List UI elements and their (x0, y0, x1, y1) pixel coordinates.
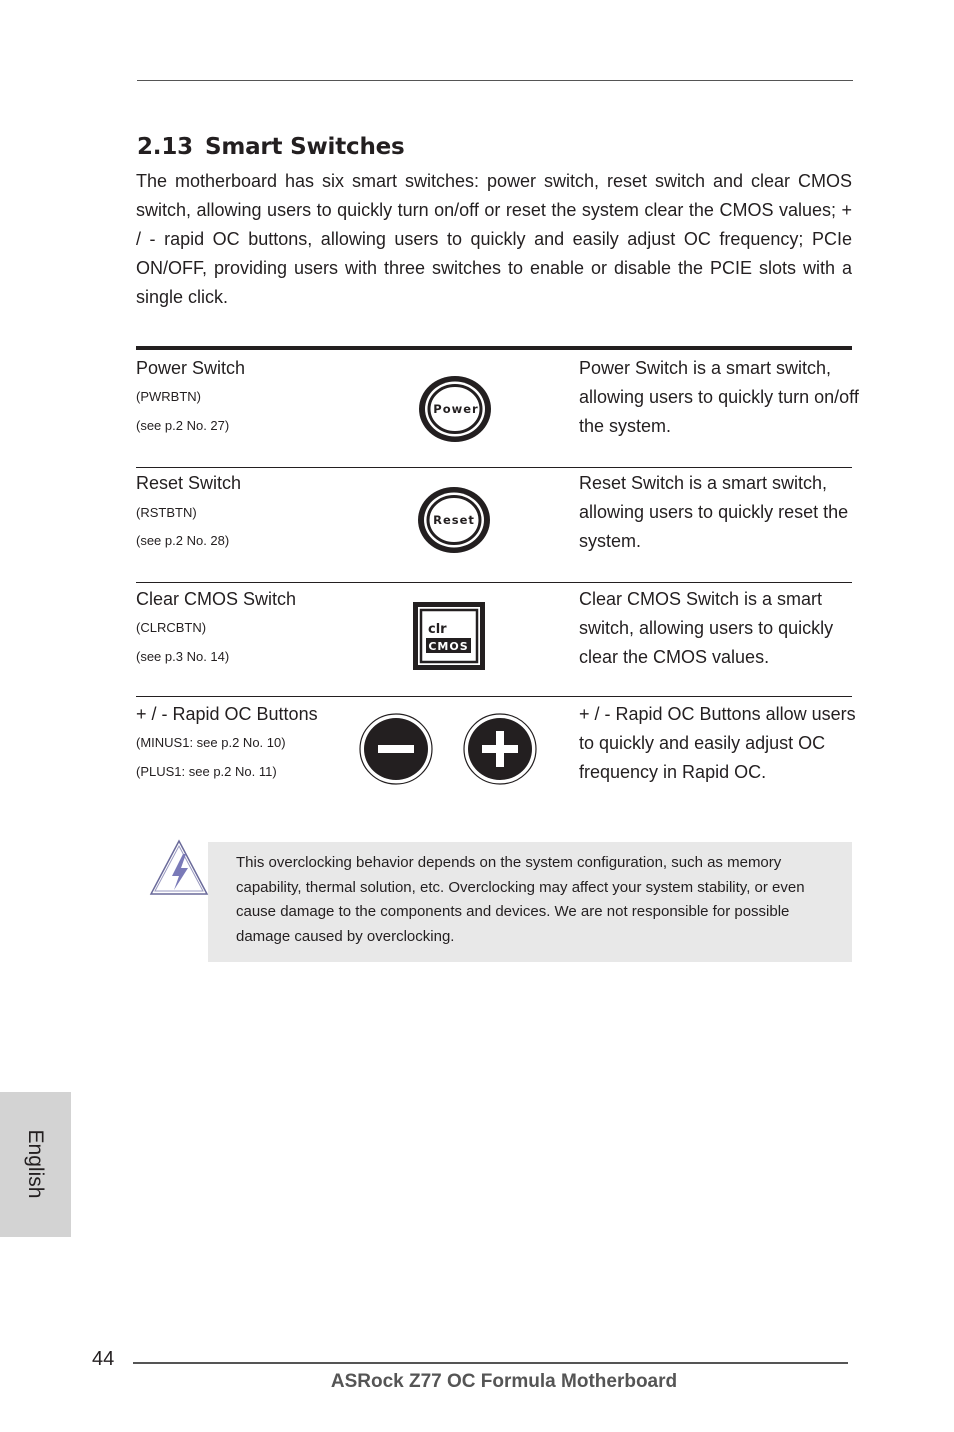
row-page-ref: (see p.3 No. 14) (136, 649, 230, 664)
intro-paragraph: The motherboard has six smart switches: power switch, reset switch and clear CMOS switch, allowing users to quickly turn on/off or reset the system clear the CMOS values; + / - rapid OC buttons, allowing users to quickly and easily adjust OC frequency; PCIe ON/OFF, providing users with three switches to enable or disable the PCIE slots with a single click. (136, 171, 852, 307)
row-page-ref: (see p.2 No. 28) (136, 533, 230, 548)
row-name: Power Switch (136, 358, 246, 378)
table-row-reset-switch (136, 469, 852, 579)
row-divider (136, 467, 852, 468)
table-row-clear-cmos-switch (136, 585, 852, 695)
page-number: 44 (92, 1348, 115, 1370)
footer-rule (133, 1362, 848, 1364)
svg-text:clr: clr (428, 622, 447, 637)
row-description: + / - Rapid OC Buttons allow users to quickly and easily adjust OC frequency in Rapid OC. (579, 704, 856, 782)
language-side-tab (0, 1092, 71, 1237)
row-description: Reset Switch is a smart switch, allowing users to quickly reset the system. (579, 473, 849, 551)
section-title-text: Smart Switches (204, 134, 405, 160)
section-number: 2.13 (137, 134, 193, 160)
row-name: + / - Rapid OC Buttons (136, 704, 318, 724)
table-row-rapid-oc-buttons (136, 700, 856, 830)
caution-note-text: This overclocking behavior depends on the system configuration, such as memory capability, thermal solution, etc. Overclocking may affect your system stability, or even cause damage to the components and devices. We are not responsible for possible damage caused by overclocking. (236, 854, 805, 945)
row-header-ref: (CLRCBTN) (136, 620, 207, 635)
language-label: English (24, 1129, 47, 1199)
table-row-power-switch (136, 354, 859, 464)
footer-title: ASRock Z77 OC Formula Motherboard (330, 1371, 678, 1392)
minus-button-icon (358, 712, 434, 786)
warning-triangle-icon (148, 838, 210, 898)
clear-cmos-button-icon (412, 601, 486, 671)
section-title (137, 134, 405, 160)
svg-text:Reset: Reset (433, 513, 475, 527)
row-divider (136, 696, 852, 697)
row-header-ref: (RSTBTN) (136, 505, 197, 520)
row-divider (136, 582, 852, 583)
plus-button-icon (462, 712, 538, 786)
row-page-ref: (see p.2 No. 27) (136, 418, 230, 433)
row-description: Clear CMOS Switch is a smart switch, allowing users to quickly clear the CMOS values. (579, 589, 834, 667)
reset-button-icon (415, 484, 493, 556)
row-name: Reset Switch (136, 473, 242, 493)
row-header-ref: (PWRBTN) (136, 389, 201, 404)
power-button-icon (416, 373, 494, 445)
table-top-rule (136, 346, 852, 350)
svg-text:CMOS: CMOS (428, 640, 469, 653)
svg-text:Power: Power (433, 402, 479, 416)
row-header-ref: (MINUS1: see p.2 No. 10) (136, 735, 286, 750)
row-description: Power Switch is a smart switch, allowing users to quickly turn on/off the system. (579, 358, 859, 436)
row-name: Clear CMOS Switch (136, 589, 297, 609)
top-rule (137, 80, 853, 81)
row-page-ref: (PLUS1: see p.2 No. 11) (136, 764, 277, 779)
